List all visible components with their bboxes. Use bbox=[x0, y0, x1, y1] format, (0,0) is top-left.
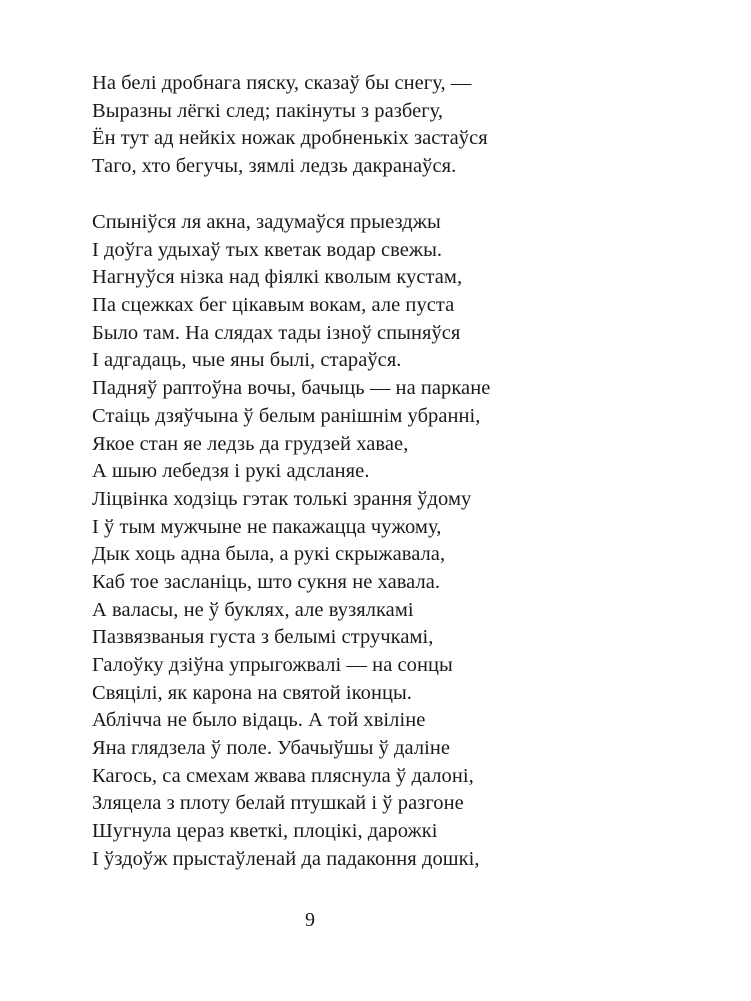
page-number-label: 9 bbox=[305, 909, 315, 931]
poem-line: Дык хоць адна была, а рукі скрыжавала, bbox=[92, 543, 446, 566]
poem-line: Было там. На слядах тады ізноў спыняўся bbox=[92, 321, 461, 344]
poem-line: Свяцілі, як карона на святой іконцы. bbox=[92, 681, 412, 704]
poem-line: І ўздоўж прыстаўленай да падаконня дошкі, bbox=[92, 847, 480, 870]
poem-line: А валасы, не ў буклях, але вузялкамі bbox=[92, 598, 414, 621]
poem-line: Па сцежках бег цікавым вокам, але пуста bbox=[92, 294, 455, 317]
poem-stanza-2 bbox=[92, 209, 490, 874]
poem-line: Выразны лёгкі след; пакінуты з разбегу, bbox=[92, 99, 444, 122]
poem-line: Стаіць дзяўчына ў белым ранішнім убранні, bbox=[92, 404, 481, 427]
poem-line: Якое стан яе ледзь да грудзей хавае, bbox=[92, 432, 409, 455]
poem-line: Шугнула цераз кветкі, плоцікі, дарожкі bbox=[92, 820, 438, 843]
poem-line: Кагось, са смехам жвава пляснула ў далоні, bbox=[92, 764, 474, 787]
poem-line: Галоўку дзіўна упрыгожвалі — на сонцы bbox=[92, 654, 453, 676]
poem-stanza-1 bbox=[92, 70, 488, 181]
poem-line: Пазвязваныя густа з белымі стручкамі, bbox=[92, 626, 434, 649]
poem-line: Яна глядзела ў поле. Убачыўшы ў даліне bbox=[92, 737, 451, 760]
poem-line: Каб тое засланіць, што сукня не хавала. bbox=[92, 570, 441, 593]
poem-line: І ў тым мужчыне не пакажацца чужому, bbox=[92, 515, 442, 538]
poem-line: Нагнуўся нізка над фіялкі кволым кустам, bbox=[92, 266, 463, 289]
poem-line: Спыніўся ля акна, задумаўся прыезджы bbox=[92, 211, 441, 233]
poem-line: Аблічча не было відаць. А той хвіліне bbox=[92, 709, 426, 732]
poem-line: Таго, хто бегучы, зямлі ледзь дакранаўся. bbox=[92, 155, 457, 178]
poem-line: Ліцвінка ходзіць гэтак толькі зрання ўдому bbox=[92, 487, 472, 510]
poem-line: Падняў раптоўна вочы, бачыць — на паркане bbox=[92, 377, 491, 400]
poem-line: Ён тут ад нейкіх ножак дробненькіх застаўся bbox=[92, 127, 488, 150]
poem-line: І доўга удыхаў тых кветак водар свежы. bbox=[92, 238, 443, 261]
poem-line: І адгадаць, чые яны былі, стараўся. bbox=[92, 349, 402, 372]
poem-line: Зляцела з плоту белай птушкай і ў разгоне bbox=[92, 792, 464, 815]
poem-line: На белі дробнага пяску, сказаў бы снегу, — bbox=[92, 72, 472, 94]
page-number bbox=[0, 908, 620, 932]
poem-line: А шыю лебедзя і рукі адсланяе. bbox=[92, 460, 370, 483]
